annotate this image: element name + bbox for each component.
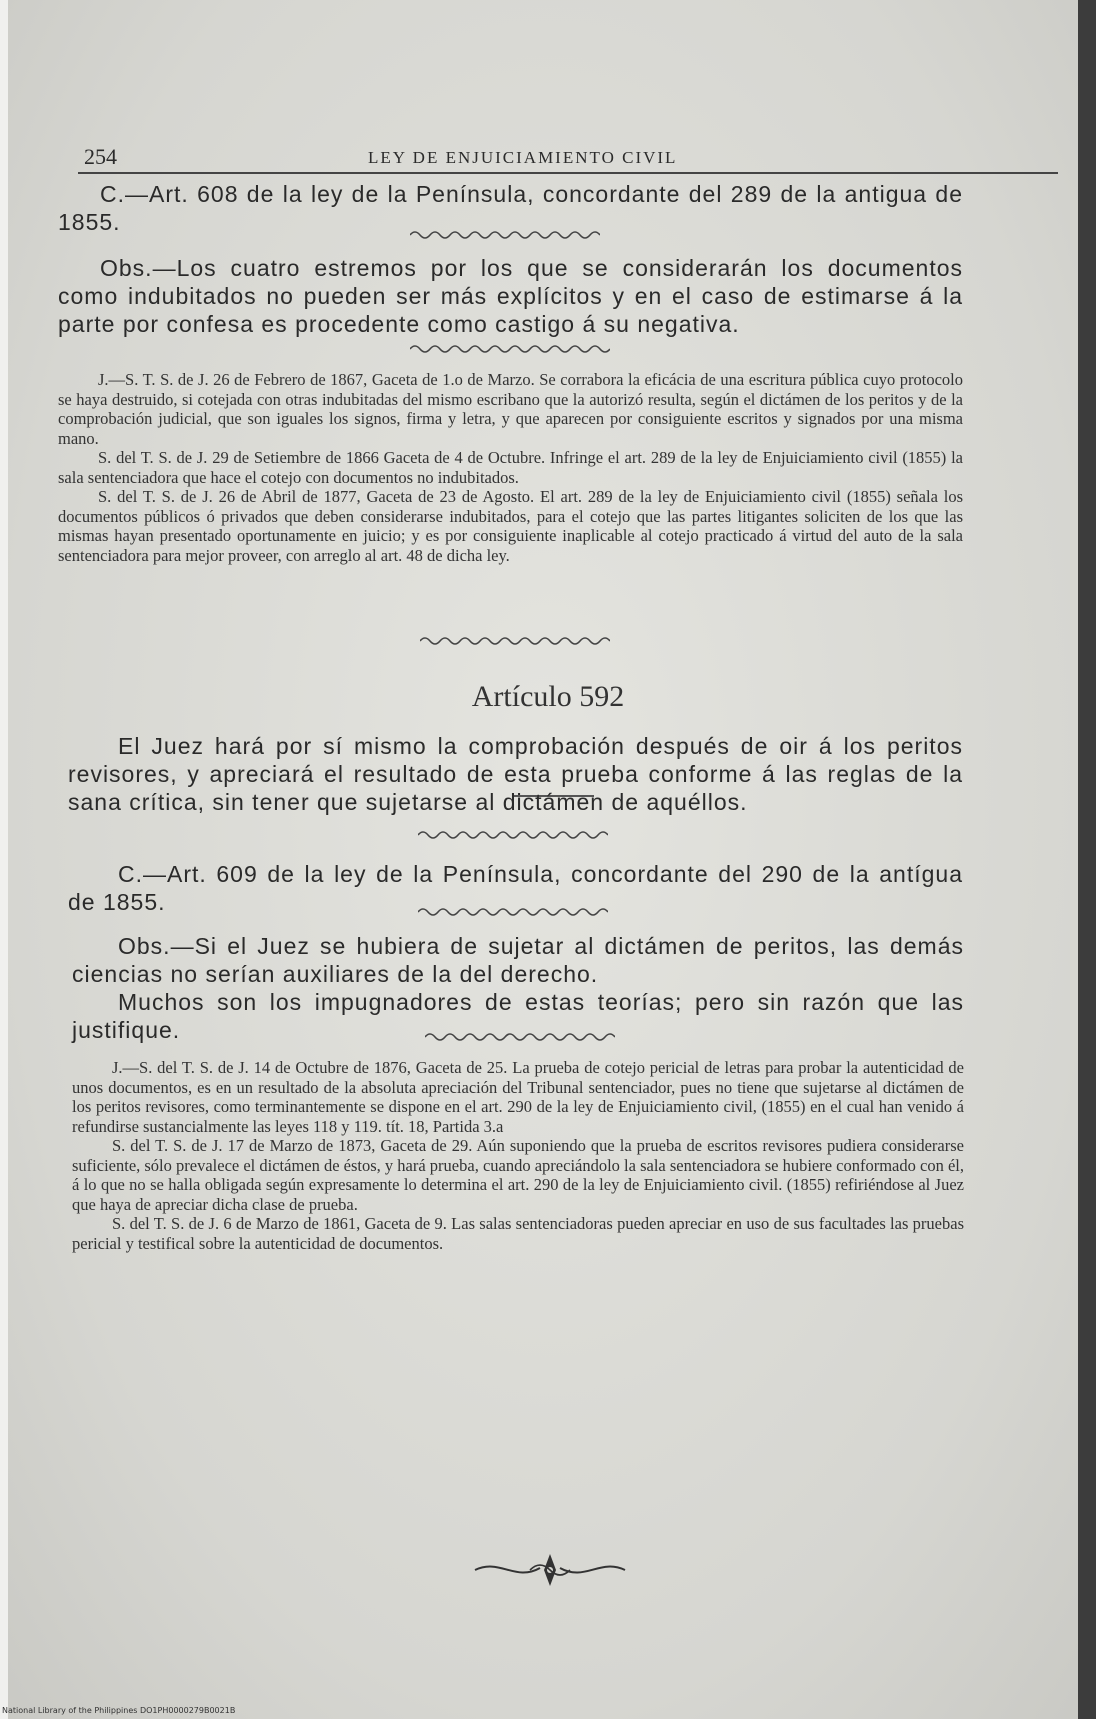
jurisprudence-entry: S. del T. S. de J. 26 de Abril de 1877, Gaceta de 23 de Agosto. El art. 289 de la ley de Enjuiciamiento civil (1855) señala los documentos públicos ó privados que deben considerarse indubitados, para el cotejo que las partes litigantes soliciten de los que las mismas hayan presentado oportunamente en juicio; y es por consiguiente inaplicable al cotejo practicado á virtud del auto de la sala sentenciadora para mejor proveer, con arreglo al art. 48 de dicha ley. (58, 487, 963, 565)
concordance-609-text: C.—Art. 609 de la ley de la Península, concordante del 290 de la antígua de 1855. (68, 861, 963, 915)
observation-1-text: Obs.—Los cuatro estremos por los que se considerarán los documentos como indubitados no pueden ser más explícitos y en el caso de estimarse á la parte por confesa es procedente como castigo á su negativa. (58, 255, 963, 337)
page-left-edge (0, 0, 8, 1719)
page-number: 254 (84, 144, 117, 169)
article-body (68, 732, 963, 816)
observation-2-text-1: Obs.—Si el Juez se hubiera de sujetar al dictámen de peritos, las demás ciencias no serían auxiliares de la del derecho. (72, 933, 964, 987)
observation-1 (58, 254, 963, 338)
article-text: El Juez hará por sí mismo la comprobación después de oir á los peritos revisores, y apreciará el resultado de esta prueba conforme á las reglas de la sana crítica, sin tener que sujetarse al dictámen de aquéllos. (68, 733, 963, 815)
wavy-divider (418, 905, 608, 919)
jurisprudence-entry: J.—S. T. S. de J. 26 de Febrero de 1867, Gaceta de 1.o de Marzo. Se corrabora la eficácia de una escritura pública cuyo protocolo se haya destruido, si cotejada con otras indubitadas del mismo escribano que la autorizó resulta, según el dictámen de los peritos y de la comprobación judicial, que son iguales los signos, firma y letra, y que aparecen por consiguiente escritos y signados por una misma mano. (58, 370, 963, 448)
jurisprudence-entry: S. del T. S. de J. 29 de Setiembre de 1866 Gaceta de 4 de Octubre. Infringe el art. 289 de la ley de Enjuiciamiento civil (1855) la sala sentenciadora que hace el cotejo con documentos no indubitados. (58, 448, 963, 487)
wavy-divider (410, 228, 600, 242)
concordance-608-text: C.—Art. 608 de la ley de la Península, concordante del 289 de la antigua de 1855. (58, 181, 963, 235)
wavy-divider (410, 342, 610, 356)
wavy-divider (418, 828, 608, 842)
wavy-divider (425, 1030, 615, 1044)
library-credit: National Library of the Philippines DO1PH0000279B0021B (2, 1706, 236, 1715)
end-ornament (470, 1550, 630, 1590)
jurisprudence-entry: J.—S. del T. S. de J. 14 de Octubre de 1876, Gaceta de 25. La prueba de cotejo pericial de letras para probar la autenticidad de unos documentos, es en un resultado de la absoluta apreciación del Tribunal sentenciador, pues no tiene que sujetarse al dictámen de los peritos revisores, como terminantemente se dispone en el art. 290 de la ley de Enjuiciamiento civil, (1855) en el cual han venido á refundirse sustancialmente las leyes 118 y 119. tít. 18, Partida 3.a (72, 1058, 964, 1136)
page-header (78, 144, 1058, 174)
observation-2 (72, 932, 964, 1044)
article-title: Artículo 592 (471, 680, 625, 713)
jurisprudence-entry: S. del T. S. de J. 6 de Marzo de 1861, Gaceta de 9. Las salas sentenciadoras pueden apreciar en uso de sus facultades las pruebas pericial y testifical sobre la autenticidad de documentos. (72, 1214, 964, 1253)
jurisprudence-2 (72, 1058, 964, 1253)
wavy-divider (420, 634, 610, 648)
jurisprudence-1 (58, 370, 963, 565)
observation-2-text-2: Muchos son los impugnadores de estas teorías; pero sin razón que las justifique. (72, 989, 964, 1043)
running-title: LEY DE ENJUICIAMIENTO CIVIL (368, 148, 678, 167)
page-right-edge (1078, 0, 1096, 1719)
jurisprudence-entry: S. del T. S. de J. 17 de Marzo de 1873, Gaceta de 29. Aún suponiendo que la prueba de escritos revisores pudiera considerarse suficiente, sólo prevalece el dictámen de éstos, y hará prueba, cuando apreciándolo la sala sentenciadora se hubiere conformado con él, á lo que no se halla obligada según expresamente lo determina el art. 290 de la ley de Enjuiciamiento civil. (1855) refiriéndose al Juez que haya de apreciar dicha clase de prueba. (72, 1136, 964, 1214)
